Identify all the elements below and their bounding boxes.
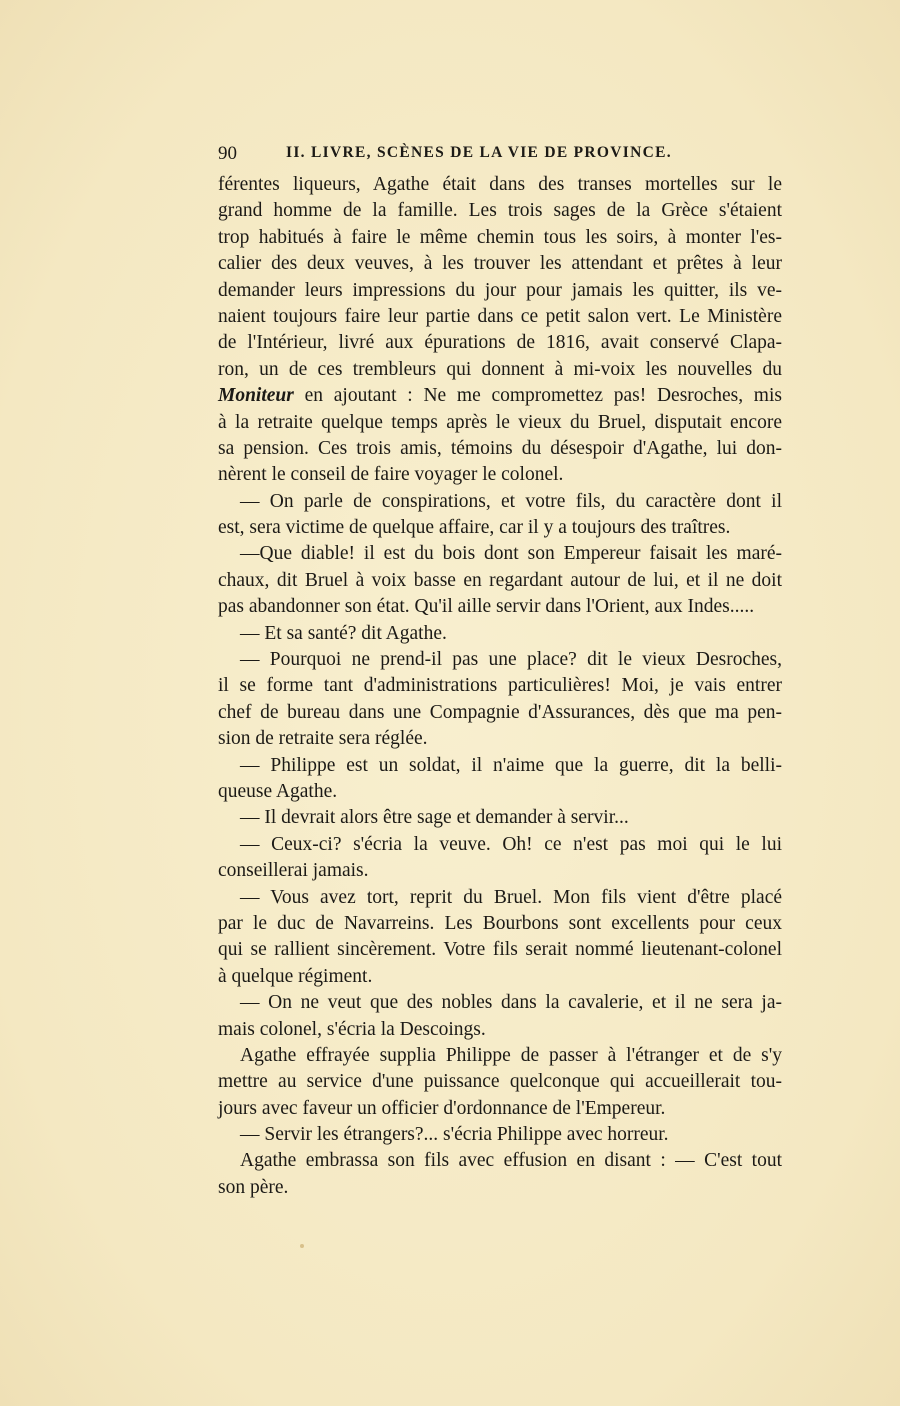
text-line bbox=[218, 357, 782, 383]
text-line bbox=[218, 1069, 782, 1095]
line-text: jours avec faveur un officier d'ordonnance de l'Empereur. bbox=[218, 1097, 666, 1119]
line-text: chef de bureau dans une Compagnie d'Assurances, dès que ma pen- bbox=[218, 701, 782, 723]
text-line bbox=[218, 383, 782, 409]
italic-title: Moniteur bbox=[218, 385, 294, 407]
line-text: en ajoutant : Ne me compromettez pas! Desroches, mis bbox=[293, 385, 782, 407]
text-line bbox=[218, 304, 782, 330]
line-text: calier des deux veuves, à les trouver les attendant et prêtes à leur bbox=[218, 253, 782, 275]
text-line bbox=[218, 673, 782, 699]
text-line bbox=[218, 858, 782, 884]
line-text: pas abandonner son état. Qu'il aille servir dans l'Orient, aux Indes..... bbox=[218, 596, 755, 618]
line-text: nèrent le conseil de faire voyager le colonel. bbox=[218, 464, 564, 486]
text-line bbox=[218, 594, 782, 620]
line-text: de l'Intérieur, livré aux épurations de 1816, avait conservé Clapa- bbox=[218, 332, 782, 354]
line-text: est, sera victime de quelque affaire, car il y a toujours des traîtres. bbox=[218, 517, 731, 539]
text-line bbox=[218, 462, 782, 488]
text-line bbox=[218, 937, 782, 963]
line-text: Agathe embrassa son fils avec effusion en disant : — C'est tout bbox=[240, 1150, 782, 1172]
line-text: par le duc de Navarreins. Les Bourbons sont excellents pour ceux bbox=[218, 912, 782, 934]
running-title: II. LIVRE, SCÈNES DE LA VIE DE PROVINCE. bbox=[286, 144, 672, 161]
text-line bbox=[218, 225, 782, 251]
text-line bbox=[218, 964, 782, 990]
line-text: à quelque régiment. bbox=[218, 965, 373, 987]
line-text: — Et sa santé? dit Agathe. bbox=[240, 622, 447, 644]
line-text: sa pension. Ces trois amis, témoins du désespoir d'Agathe, lui don- bbox=[218, 437, 782, 459]
text-line bbox=[218, 278, 782, 304]
body-text bbox=[218, 172, 782, 1201]
text-line bbox=[218, 1122, 782, 1148]
text-line bbox=[218, 753, 782, 779]
line-text: naient toujours faire leur partie dans ce petit salon vert. Le Ministère bbox=[218, 305, 782, 327]
line-text: sion de retraite sera réglée. bbox=[218, 728, 428, 750]
line-text: — On ne veut que des nobles dans la cavalerie, et il ne sera ja- bbox=[240, 992, 782, 1014]
text-line bbox=[218, 700, 782, 726]
line-text: — Il devrait alors être sage et demander à servir... bbox=[240, 807, 629, 829]
line-text: chaux, dit Bruel à voix basse en regardant autour de lui, et il ne doit bbox=[218, 569, 782, 591]
line-text: qui se rallient sincèrement. Votre fils serait nommé lieutenant-colonel bbox=[218, 939, 782, 961]
text-line bbox=[218, 885, 782, 911]
text-line bbox=[218, 172, 782, 198]
line-text: — Vous avez tort, reprit du Bruel. Mon fils vient d'être placé bbox=[240, 886, 782, 908]
line-text: queuse Agathe. bbox=[218, 780, 338, 802]
line-text: trop habitués à faire le même chemin tous les soirs, à monter l'es- bbox=[218, 226, 782, 248]
text-line bbox=[218, 568, 782, 594]
text-line bbox=[218, 726, 782, 752]
line-text: férentes liqueurs, Agathe était dans des transes mortelles sur le bbox=[218, 174, 782, 195]
line-text: — Philippe est un soldat, il n'aime que la guerre, dit la belli- bbox=[240, 754, 782, 776]
line-text: son père. bbox=[218, 1176, 289, 1198]
text-line bbox=[218, 198, 782, 224]
text-line bbox=[218, 990, 782, 1016]
text-line bbox=[218, 1096, 782, 1122]
text-line bbox=[218, 1017, 782, 1043]
line-text: à la retraite quelque temps après le vieux du Bruel, disputait encore bbox=[218, 411, 782, 433]
line-text: mais colonel, s'écria la Descoings. bbox=[218, 1018, 486, 1040]
text-line bbox=[218, 621, 782, 647]
line-text: mettre au service d'une puissance quelconque qui accueillerait tou- bbox=[218, 1071, 782, 1093]
line-text: —Que diable! il est du bois dont son Empereur faisait les maré- bbox=[240, 543, 782, 565]
line-text: demander leurs impressions du jour pour jamais les quitter, ils ve- bbox=[218, 279, 782, 301]
line-text: — Servir les étrangers?... s'écria Philippe avec horreur. bbox=[240, 1124, 669, 1146]
text-line bbox=[218, 832, 782, 858]
line-text: — On parle de conspirations, et votre fils, du caractère dont il bbox=[240, 490, 782, 512]
text-line bbox=[218, 805, 782, 831]
page-number: 90 bbox=[218, 143, 237, 164]
line-text: il se forme tant d'administrations particulières! Moi, je vais entrer bbox=[218, 675, 782, 697]
line-text: grand homme de la famille. Les trois sages de la Grèce s'étaient bbox=[218, 200, 782, 222]
text-line bbox=[218, 489, 782, 515]
text-line bbox=[218, 436, 782, 462]
text-line bbox=[218, 647, 782, 673]
line-text: conseillerai jamais. bbox=[218, 860, 369, 882]
paper-speck bbox=[300, 1244, 304, 1248]
text-line bbox=[218, 1043, 782, 1069]
text-line bbox=[218, 541, 782, 567]
page-header bbox=[218, 143, 718, 169]
line-text: — Pourquoi ne prend-il pas une place? dit le vieux Desroches, bbox=[240, 649, 782, 671]
line-text: — Ceux-ci? s'écria la veuve. Oh! ce n'est pas moi qui le lui bbox=[240, 833, 782, 855]
text-line bbox=[218, 410, 782, 436]
line-text: Agathe effrayée supplia Philippe de passer à l'étranger et de s'y bbox=[240, 1044, 782, 1066]
text-line bbox=[218, 515, 782, 541]
text-line bbox=[218, 251, 782, 277]
text-line bbox=[218, 1148, 782, 1174]
text-line bbox=[218, 779, 782, 805]
text-line bbox=[218, 330, 782, 356]
text-line bbox=[218, 911, 782, 937]
line-text: ron, un de ces trembleurs qui donnent à mi-voix les nouvelles du bbox=[218, 358, 782, 380]
text-line bbox=[218, 1175, 782, 1201]
